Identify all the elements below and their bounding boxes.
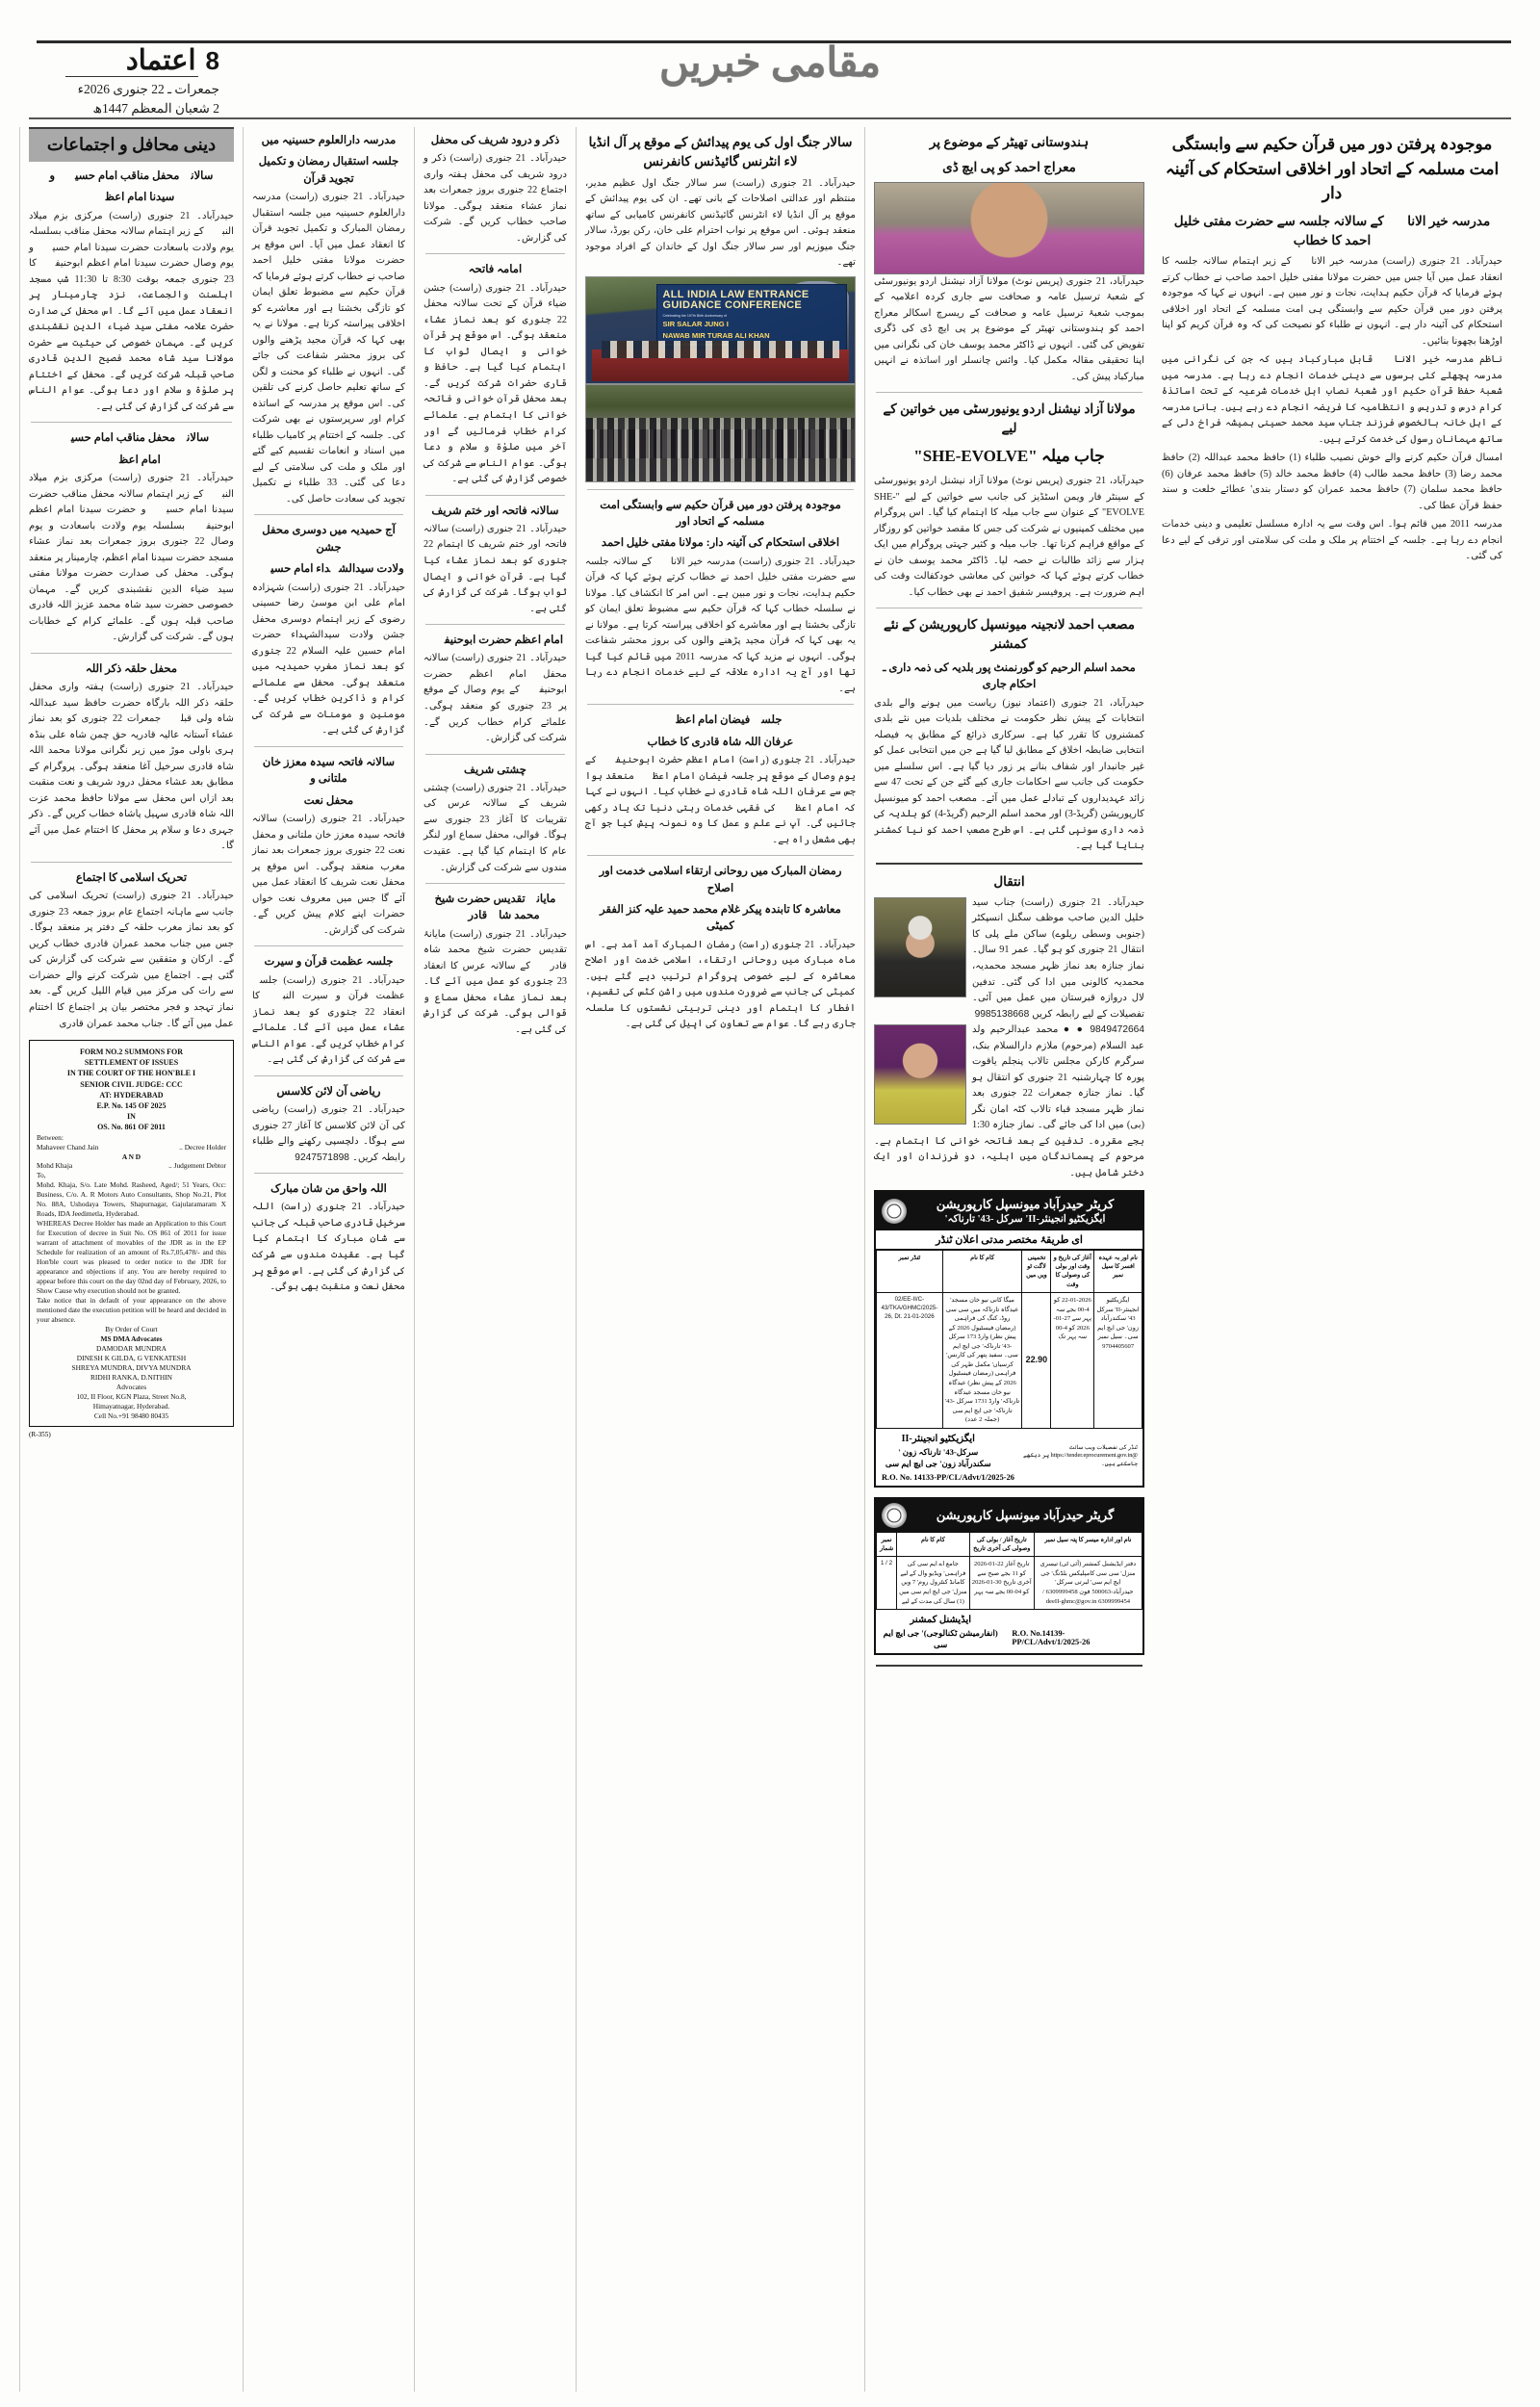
body-text: رمضان المبارک آمد آمد ہے۔ اس ماہ مبارک میں روحانی ارتقاء، اسلامی خدمت اور اصلاح معاشرہ کے لیے خصوصی پروگرام ترتیب دیے گئے ہیں۔ کمیٹی کی جانب سے ضرورت مندوں میں راشن کٹس کی تقسیم، افطار کا اہتمام اور دینی تربیتی نشستوں کا سلسلہ جاری رہے گا۔ عوام سے تعاون کی اپیل کی گئی ہے۔ — [585, 939, 856, 1030]
headline: سالانہ محفل مناقب امام حسینؓ و — [49, 169, 214, 182]
divider — [254, 1173, 403, 1174]
divider — [31, 653, 232, 654]
article-imam-azam — [424, 632, 567, 746]
legal-address: Mohd. Khaja, S/o. Late Mohd. Rasheed, Aged/; 51 Years, Occ: Business, C/o. A. R Motors Auto Consultants, Shop No.21, Plot No. 88A, Ushodaya Towers, Shapurnagar, Gajularamaram X Roads, IDA Jeedimetla, Hyderabad. — [37, 1180, 226, 1219]
td-dates: 22-01-2026 کو 4-00 بجے سہ پہر سے 27-01-2026 کو 4-00 سہ پہر تک — [1051, 1293, 1094, 1429]
body — [252, 581, 405, 739]
dateline: حیدرآباد۔ 21 جنوری (راست) — [1021, 896, 1144, 908]
legal-case-ep: E.P. No. 145 OF 2025 — [96, 1100, 167, 1110]
legal-between-label: Between: — [37, 1132, 64, 1142]
legal-default-note: Take notice that in default of your appearance on the above mentioned date the execution petition will be heard and decided in your absence. — [37, 1296, 226, 1325]
legal-office-2: Himayatnagar, Hyderabad. — [92, 1402, 170, 1411]
td-work: میگا کانی نیو خان مسجد' عیدگاہ تارناکہ میں سی سی روڈ، کنگ کی فراہمی (رمضان فیسٹیول 2026 کے پیش نظر) وارڈ 173 سرکل -43' تارناکہ' جی ایچ ایم سی۔ سفید پتھر کی کارنس' کرسیاں' مکمل طہر کی فراہمی (رمضان فیسٹیول 2026 کے پیش نظر) عیدگاہ نیو خان مسجد عیدگاہ تارناکہ' وارڈ 1731 سرکل -43' تارناکہ' جی ایچ ایم سی (جملہ 2 عدد) — [942, 1293, 1022, 1429]
headline: تحریک اسلامی کا اجتماع — [75, 871, 188, 884]
td-officer: ایگزیکٹیو انجینئر-II' سرکل 43' سکندرآباد زون' جی ایچ ایم سی۔ سیل نمبر 9704405607 — [1094, 1293, 1142, 1429]
body-text: شہزادہ امام علی ابن موسیٰ رضا حسینی رضوی کے زیر اہتمام دوسری محفل جشن ولادت سیدالشہداء حضرت امام حسین علیہ السلام 22 جنوری کو بعد نماز مغرب حمیدیہ میں منعقد ہوگی۔ محفل سے علمائے کرام و ذاکرین خطاب کریں گے۔ مومنین و مومنات سے شرکت کی گزارش کی گئی ہے۔ — [252, 582, 405, 737]
headline: سالانہ محفل مناقب امام حسینؓ — [53, 431, 210, 445]
article-khatm-shareef — [424, 503, 567, 617]
ad-org-line-1: کریٹر حیدرآباد میونسپل کارپوریشن — [936, 1197, 1115, 1212]
body-text: سالانہ فاتحہ اور ختم شریف کا اہتمام 22 جنوری کو بعد نماز عشاء کیا گیا ہے۔ قرآن خوانی و ایصال ثواب ہوگا۔ شرکت کی گزارش کی گئی ہے۔ — [424, 523, 567, 614]
banner-line-3: SIR SALAR JUNG I — [662, 320, 729, 329]
obituary-name-2: محمد عبدالرحیم ولد عبد السلام (مرحوم) — [972, 1024, 1145, 1051]
obituary-item-2 — [874, 1022, 1144, 1181]
stage-dais — [592, 349, 850, 381]
obituary-item-1 — [874, 895, 1144, 1022]
ad-sign-1: ایڈیشنل کمشنر — [910, 1615, 972, 1626]
article-she-evolve — [874, 400, 1144, 601]
table-header-row — [877, 1250, 1142, 1292]
article-halqa-zikrullah — [29, 660, 234, 855]
article-jalsa-azmat-quran — [252, 953, 405, 1068]
article-annual-mahfil-1 — [29, 168, 234, 415]
dateline: حیدرآباد۔ 21 جنوری (راست) — [739, 556, 857, 567]
body — [585, 753, 856, 848]
legal-notice-summons — [29, 1040, 234, 1427]
legal-header-l5: AT: HYDERABAD — [99, 1090, 164, 1100]
headline: مدرسہ دارالعلوم حسینیہ میں — [261, 134, 397, 146]
body-text: سر سالار جنگ اول عظیم مدیر، منتظم اور عدالتی اصلاحات کے بانی تھے۔ ان کی یوم پیدائش کے موقع پر آل انڈیا لاء انٹرنس گائیڈنس کانفرنس کامیابی کے ساتھ منعقد ہوئی۔ اس موقع پر نواب احترام علی خان، رکن بورڈ، سالار جنگ میوزیم اور سر سالار جنگ اول کے خاندان کے افراد موجود تھے۔ — [585, 177, 856, 269]
body-text: چشتی شریف کے سالانہ عرس کی تقریبات کا آغاز 23 جنوری سے ہوگا۔ قوالی، محفل سماع اور لنگر عام کا اہتمام کیا گیا ہے۔ عقیدت مندوں سے شرکت کی گزارش۔ — [424, 782, 567, 873]
th-work: کام کا نام — [942, 1250, 1022, 1292]
headline-2: محفل نعت — [303, 793, 354, 807]
th-dates: آغاز کی تاریخ و وقت اور بولی کی وصولی کا وقت — [1051, 1250, 1094, 1292]
divider — [876, 863, 1142, 865]
td-no: 1 / 2 — [877, 1557, 897, 1610]
legal-advocates-label: Advocates — [116, 1383, 147, 1392]
column-photo-feature — [576, 127, 864, 2392]
lead-para-1 — [1162, 254, 1502, 349]
dateline: حیدرآباد، 21 جنوری (اعتماد نیوز) — [1002, 697, 1145, 709]
article-mufti-khalil-center — [585, 497, 856, 698]
brand-name: اعتماد — [125, 45, 196, 76]
article-shan-mubarak — [252, 1180, 405, 1295]
dateline: حیدرآباد، 21 جنوری (پریس نوٹ) — [1012, 476, 1145, 487]
headline: ریاضی آن لائن کلاسس — [276, 1084, 381, 1098]
body — [424, 927, 567, 1039]
legal-advocate-4: RIDHI RANKA, D.NITHIN — [90, 1373, 172, 1383]
column-five — [864, 127, 1153, 2392]
ad-web-note: ٹنڈر کی تفصیلات ویب سائٹ @https://tender.eprocurement.gov.in پر دیکھے جاسکتے ہیں۔ — [1023, 1443, 1138, 1468]
legal-case-os: OS. No. 861 OF 2011 — [97, 1123, 166, 1132]
body — [424, 281, 567, 488]
divider — [587, 489, 854, 490]
audience-photo — [585, 384, 856, 482]
column-two — [243, 127, 414, 2392]
headline: مولانا آزاد نیشنل اردو یونیورسٹی میں خواتین کے لیے — [883, 401, 1136, 436]
ad-sign-2: سرکل-43' تارناکہ زون ' سکندرآباد زون' جی ایچ ایم سی — [885, 1446, 991, 1468]
body-text: مایانۂ تقدیس حضرت شیخ محمد شاہ قادریؒ کے سالانہ عرس کا انعقاد 23 جنوری کو عمل میں آئے گا۔ بعد نماز عشاء محفل سماع و قوالی ہوگی۔ شرکت کی گزارش کی گئی ہے۔ — [424, 928, 567, 1035]
divider — [587, 704, 854, 705]
dateline: حیدرآباد۔ 21 جنوری (راست) مدرسہ خیر الانامؐ کے زیر اہتمام سالانہ جلسہ کا انعقاد عمل میں آیا — [1162, 256, 1503, 283]
headline-2: معراج احمد کو پی ایچ ڈی — [942, 160, 1076, 175]
divider — [254, 746, 403, 747]
ad-signature — [881, 1433, 995, 1469]
body — [29, 680, 234, 855]
legal-advocate-3: SHREYA MUNDRA, DIVYA MUNDRA — [71, 1363, 192, 1373]
article-meraj-ahmed-phd — [874, 133, 1144, 385]
legal-header-l3: IN THE COURT OF THE HON'BLE I — [66, 1069, 196, 1078]
headline-2: معاشرہ کا تابندہ پیکر غلام محمد حمید علیہ کنز الفقر کمیٹی — [600, 903, 841, 933]
dateline: حیدرآباد۔ 21 جنوری (راست) — [732, 177, 856, 189]
dateline: حیدرآباد۔ 21 جنوری (راست) — [283, 974, 406, 986]
ad-ro-number: R.O. No.14139-PP/CL/Advt/1/2025-26 — [1012, 1629, 1091, 1647]
dateline: حیدرآباد۔ 21 جنوری (راست) — [449, 153, 567, 165]
meraj-ahmed-portrait — [874, 182, 1144, 274]
headline: سالانہ فاتحہ سیدہ معزز خان ملتانی و — [262, 755, 396, 786]
salar-jung-lead — [585, 176, 856, 272]
divider — [425, 253, 565, 254]
body — [874, 696, 1144, 855]
article-annual-mahfil-2 — [29, 429, 234, 645]
divider — [254, 945, 403, 946]
divider — [31, 862, 232, 863]
tender-table-1 — [876, 1250, 1142, 1429]
body-text: مولانا آزاد نیشنل اردو یونیورسٹی کے سینٹر فار ویمن اسٹڈیز کی جانب سے خواتین کے لیے "SHE-EVOLVE" کے عنوان سے جاب میلہ کا اہتمام کیا گیا۔ اس پروگرام میں مختلف کمپنیوں نے شرکت کی جس کا مقصد خواتین کو روزگار کے مواقع فراہم کرنا تھا۔ جاب میلہ و کثیر جہتی پروگرام میں ایک ہزار سے زائد طالبات نے حصہ لیا۔ ڈاکٹر محمد یوسف خان نے خطاب کرتے ہوئے کہا کہ خواتین کی معاشی خودکفالت وقت کی اہم ضرورت ہے۔ پروفیسر شفیق احمد نے بھی خطاب کیا۔ — [874, 476, 1144, 598]
body — [874, 474, 1144, 601]
body — [874, 274, 1144, 386]
lead-text-1: جس میں حضرت مولانا مفتی خلیل احمد صاحب نے خطاب کرتے ہوئے فرمایا کہ قرآن حکیم ہدایت، نجات و نور مبین ہے۔ انہوں نے کہا کہ موجودہ پرفتن دور میں قرآن حکیم سے وابستگی ہی امت مسلمہ کے اتحاد اور اخلاقی استحکام کی آئینہ دار ہے۔ انہوں نے طلباء کو نصیحت کی کہ وہ قرآن کریم کو اپنا اوڑھنا بچھونا بنائیں۔ — [1162, 272, 1502, 347]
ad-org-line-1: گریٹر حیدرآباد میونسپل کارپوریشن — [936, 1507, 1115, 1522]
th-no: نمبر شمار — [877, 1532, 897, 1557]
tender-ad-ghmc-2 — [874, 1497, 1144, 1655]
article-imama-fatiha — [424, 261, 567, 487]
contact-phone: 9247571898 — [295, 1152, 349, 1163]
legal-office-1: 102, II Floor, KGN Plaza, Street No.8, — [76, 1392, 187, 1402]
article-fatiha-multani — [252, 754, 405, 939]
column-three — [414, 127, 576, 2392]
dateline: حیدرآباد۔ 21 جنوری (راست) — [113, 891, 235, 902]
headline: جلسہ عظمت قرآن و سیرت — [264, 955, 394, 969]
article-darululoom-husainia — [252, 132, 405, 507]
body-text: ذکر و درود شریف کی محفل ہفتہ واری اجتماع 22 جنوری بروز جمعرات بعد نماز عشاء منعقد ہوگی۔ مولانا صاحب خطاب کریں گے۔ شرکت کی گزارش۔ — [424, 153, 567, 244]
td-tender-no: 02/EE-II/C-43/TKA/GHMC/2025-26, Dt. 21-01-2026 — [877, 1293, 943, 1429]
dateline: حیدرآباد۔ 21 جنوری (راست) — [452, 782, 568, 793]
th-dates: تاریخ آغاز / بولی کی وصولی کی آخری تاریخ — [969, 1532, 1034, 1557]
conference-photo — [585, 276, 856, 384]
body — [424, 151, 567, 246]
headline: آج حمیدیہ میں دوسری محفل جشن — [262, 524, 396, 554]
article-municipal-commissioners — [874, 615, 1144, 854]
table-header-row — [877, 1532, 1142, 1557]
legal-header-l2: SETTLEMENT OF ISSUES — [84, 1058, 179, 1068]
body-text: تحریک اسلامی کی جانب سے ماہانہ اجتماع عام بروز جمعہ 23 جنوری کو بعد نماز مغرب حلقہ کے دفتر پر منعقد ہوگا۔ جس میں جناب محمد عمران قادری خطاب کریں گے۔ ارکان و متفقین سے شرکت کی گزارش کی گئی ہے۔ اجتماع میں شرکت کرنے والے حضرات سے رات کی مرکز میں قیام اللیل کریں گے۔ بعد نماز تہجد و فجر مختصر بیان پر اجتماع کا اختتام عمل میں آئے گا۔ جناب محمد عمران قادری — [29, 891, 234, 1029]
legal-body: WHEREAS Decree Holder has made an Application to this Court for Execution of decree in Suit No. OS 861 of 2011 for issue warrant of attachment of movables of the JDR as in the EP Schedule for realization of an amount of Rs.7,05,478/- and this Hon'ble court was pleased to order notice to the JDR for appearance and objections if any. You are hereby required to appear before this court on the day 02nd day of February, 2026, to Show Cause why execution should not be granted. — [37, 1219, 226, 1296]
dateline: حیدرآباد۔ 21 جنوری (راست) — [449, 282, 567, 294]
lead-headline: موجودہ پرفتن دور میں قرآن حکیم سے وابستگی امت مسلمہ کے اتحاد اور اخلاقی استحکام کی آئینہ دار — [1165, 135, 1500, 202]
headline: موجودہ پرفتن دور میں قرآن حکیم سے وابستگی امت مسلمہ کے اتحاد اور — [600, 498, 841, 528]
bottom-rule — [876, 1665, 1142, 1667]
headline: ہندوستانی تھیٹر کے موضوع پر — [929, 135, 1090, 149]
ghmc-seal-icon — [882, 1199, 907, 1224]
obituary-title: انتقال — [993, 873, 1025, 889]
lead-para-4: مدرسہ 2011 میں قائم ہوا۔ اس وقت سے یہ ادارہ مسلسل تعلیمی و دینی خدمات انجام دے رہا ہے۔ جلسہ کے اختتام پر ملک و ملت کی سلامتی اور ترقی کے لیے دعا کی گئی۔ — [1162, 519, 1502, 562]
date-gregorian: جمعرات ـ 22 جنوری 2026ء — [77, 82, 219, 97]
body-text: مرکزی بزم میلاد النبیؐ کے زیر اہتمام سالانہ محفل مناقب حضرت سیدنا امام حسینؓ و حضرت سیدنا امام اعظم ابوحنیفہؒ بسلسلہ یوم ولادت باسعادت و یوم وصال 22 جنوری بروز جمعرات بعد نماز عشاء مسجد حضرت سیدنا امام اعظم، چارمینار پر منعقد ہوگی۔ محفل کی صدارت حضرت مولانا مفتی سید ضیاء الدین نقشبندی کریں گے۔ مہمان خصوصی حضرت سید شاہ محمد عزیز اللہ قادری صاحب قبلہ ہوں گے۔ علمائے کرام کے خطابات ہوں گے۔ شرکت کی گزارش۔ — [29, 473, 234, 643]
dateline: حیدرآباد۔ 21 جنوری (راست) — [451, 653, 568, 664]
body-text: مدرسہ خیر الانامؐ کے سالانہ جلسہ سے حضرت مفتی خلیل احمد نے خطاب کرتے ہوئے کہا کہ قرآن حکیم ہدایت، نجات و نور مبین ہے۔ اس امر کا انکشاف کیا۔ مولانا نے سلسلہ خطاب کہا کہ قرآن حکیم سے مضبوط تعلق ایمان کو تازگی بخشتا ہے اور معاشرے کو اخلاقی پیراستہ کرتا ہے۔ مولانا نے یہ بھی کہا کہ قرآن مجید پڑھنے والوں کی بروز محشر شفاعت ہوگی۔ انہوں نے مزید کہا کہ مدرسہ 2011 میں قائم کیا گیا تھا اور آج یہ ادارہ علاقہ کے لیے خدمات انجام دے رہا ہے۔ — [585, 556, 856, 694]
date-hijri: 2 شعبان المعظم 1447ھ — [92, 101, 219, 116]
body-text: مدرسہ دارالعلوم حسینیہ میں جلسہ استقبال رمضان المبارک و تکمیل تجوید قرآن کا انعقاد عمل میں آیا۔ اس موقع پر حضرت مولانا مفتی خلیل احمد صاحب نے خطاب کرتے ہوئے فرمایا کہ قرآن حکیم سے مضبوط تعلق ایمان کو تازگی بخشتا ہے اور معاشرے کو اخلاقی پیراستہ کرتا ہے۔ مولانا نے یہ بھی کہا کہ قرآن مجید پڑھنے والوں کی بروز محشر شفاعت کی جائے گی۔ انہوں نے طلباء کو محنت و لگن کے ساتھ تعلیم حاصل کرنے کی تلقین کی۔ اس موقع پر مدرسہ کے اساتذہ کرام اور سرپرستوں نے بھی شرکت کی۔ جلسہ کے اختتام پر کامیاب طلباء میں اسناد و انعامات تقسیم کیے گئے اور ملک و ملت کی سلامتی کے لیے دعا کی گئی۔ 33 طلباء نے تکمیل تجوید کی سعادت حاصل کی۔ — [252, 192, 405, 505]
body — [424, 651, 567, 746]
dateline: حیدرآباد۔ 21 جنوری (راست) — [110, 682, 234, 693]
headline: مایانۂ تقدیس حضرت شیخ محمد شاہ قادریؒ — [434, 893, 556, 922]
headline-2: عرفان اللہ شاہ قادری کا خطاب — [647, 735, 794, 748]
lead-subheadline: مدرسہ خیر الانامؐ کے سالانہ جلسہ سے حضرت مفتی خلیل احمد کا خطاب — [1173, 213, 1491, 247]
body-text: امام اعظم حضرت ابوحنیفہؒ کے یوم وصال کے موقع پر جلسہ فیضان امام اعظمؒ منعقد ہوا جس سے عرفان اللہ شاہ قادری نے خطاب کیا۔ انہوں نے کہا کہ امام اعظمؒ کی فقہی خدمات رہتی دنیا تک یاد رکھی جائیں گی۔ آپ نے علم و عمل کا وہ نمونہ پیش کیا جو آج بھی مشعل راہ ہے۔ — [585, 755, 856, 845]
masthead — [0, 0, 1540, 123]
dateline: حیدرآباد۔ 21 جنوری (راست) — [109, 210, 234, 221]
dateline: حیدرآباد۔ 21 جنوری (راست) — [109, 473, 234, 484]
banner-line-1b: GUIDANCE CONFERENCE — [662, 299, 802, 312]
dateline: حیدرآباد، 21 جنوری (پریس نوٹ) — [1012, 275, 1145, 287]
obituary-photo-2 — [874, 1024, 966, 1125]
body — [252, 1200, 405, 1295]
legal-party-1-row — [37, 1143, 226, 1152]
column-grid — [19, 127, 1521, 2392]
body — [585, 555, 856, 698]
ad-footer — [876, 1610, 1142, 1653]
th-tender-no: ٹنڈر نمبر — [877, 1250, 943, 1292]
legal-party-2-role: .. Judgement Debtor — [168, 1161, 226, 1171]
article-hamidiya-jashn — [252, 522, 405, 738]
divider — [425, 883, 565, 884]
ad-header-text — [913, 1196, 1137, 1227]
th-work: کام کا نام — [897, 1532, 970, 1557]
divider — [254, 1075, 403, 1076]
ad-footer — [876, 1429, 1142, 1472]
obituary-detail-1: موظف سگنل انسپکٹر (جنوبی وسطی ریلوے) ساکن ملے پلی کا انتقال 21 جنوری کو ہو گیا۔ عمر 91 سال۔ نماز جنازہ بعد نماز ظہر مسجد محمدیہ، محمدیہ کالونی میں ادا کی گئی۔ تدفین لال دروازہ قبرستان میں عمل میں آئی۔ تفصیلات کے لیے رابطہ کریں — [972, 913, 1144, 1020]
ad-sign-1: ایگزیکٹیو انجینئر-II — [901, 1433, 975, 1444]
obituary-phone-2: 9849472664 — [1090, 1024, 1144, 1036]
legal-party-2-row — [37, 1161, 226, 1171]
article-faizan-imam-azam — [585, 712, 856, 848]
legal-header-l4: SENIOR CIVIL JUDGE: CCC — [80, 1079, 183, 1089]
legal-party-1-role: .. Decree Holder — [179, 1142, 226, 1152]
banner-line-3b: NAWAB MIR TURAB ALI KHAN — [662, 331, 770, 341]
body — [424, 781, 567, 876]
body — [252, 973, 405, 1069]
divider — [425, 624, 565, 625]
divider — [254, 514, 403, 515]
ad-header-text — [913, 1507, 1137, 1524]
td-amount: 22.90 — [1022, 1293, 1051, 1429]
headline: اللہ واحق من شان مبارک — [270, 1182, 387, 1196]
article-zikr-durood — [424, 132, 567, 246]
obituary-bullet: ● ● — [1058, 1024, 1085, 1036]
td-officer: دفتر ایڈیشنل کمشنر (آئی ٹی) تیسری منزل' سی سی کامپلیکس بلڈنگ' جی ایچ ایم سی' لبرتی سرکل' حیدرآباد-500063 فون 6309999458 / 6309999454 deeII-ghmc@gov.in — [1034, 1557, 1142, 1610]
headline-2: ولادت سیدالشہداء امام حسینؓ — [253, 562, 404, 576]
banner-line-1: ALL INDIA LAW ENTRANCE — [662, 288, 809, 300]
headline: سالانہ فاتحہ اور ختم شریف — [431, 504, 559, 517]
ad-subhead: ای طریقۂ مختصر مدتی اعلان ٹنڈر — [876, 1230, 1142, 1250]
tender-table-2 — [876, 1532, 1142, 1610]
page-number: 8 — [205, 46, 219, 75]
dateline: حیدرآباد۔ 21 جنوری (راست) — [288, 582, 405, 593]
conference-photo-figure — [585, 276, 856, 482]
ad-signature — [881, 1614, 1000, 1650]
body-text: اللہ سرخیل قادری صاحب قبلہ کی جانب سے شان مبارک کا اہتمام کیا گیا ہے۔ عقیدت مندوں سے شرکت کی گزارش کی گئی ہے۔ اس موقع پر محفل نعت و منقبت بھی ہوگی۔ — [252, 1202, 405, 1293]
headline-2: اخلاقی استحکام کی آئینہ دار: مولانا مفتی خلیل احمد — [601, 536, 840, 550]
headline: محفل حلقہ ذکر اللہ — [85, 661, 178, 675]
legal-party-2-name: Mohd Khaja — [37, 1161, 73, 1171]
table-row — [877, 1557, 1142, 1610]
divider — [31, 422, 232, 423]
dateline: حیدرآباد۔ 21 جنوری (راست) — [739, 939, 857, 950]
obituary-name-1: جناب سید خلیل الدین صاحب — [972, 896, 1145, 924]
body — [424, 522, 567, 617]
body-text: مولانا آزاد نیشنل اردو یونیورسٹی کے شعبۂ ترسیل عامہ و صحافت سے جاری کردہ اعلامیہ کے بموجب شعبۂ ترسیل عامہ و صحافت کے ریسرچ اسکالر معراج احمد کو ہندوستانی تھیٹر کے موضوع پر پی ایچ ڈی کی ڈگری تفویض کی گئی۔ انہوں نے ڈاکٹر محمد یوسف خان کی نگرانی میں اپنا تحقیقی مقالہ مکمل کیا۔ وائس چانسلر اور اساتذہ نے انہیں مبارکباد پیش کی۔ — [874, 275, 1144, 382]
th-officer: نام اور ادارہ میسر کا پتہ سیل نمبر — [1034, 1532, 1142, 1557]
legal-header-l1: FORM NO.2 SUMMONS FOR — [79, 1048, 184, 1057]
td-dates: تاریخ آغاز 22-01-2026 کو 11 بجے صبح سے آخری تاریخ 30-01-2026 کو 04-00 بجے سہ پہر — [969, 1557, 1034, 1610]
headline-2: امام اعظمؒ — [102, 453, 161, 466]
lead-para-3: امسال قرآن حکیم کرنے والے خوش نصیب طلباء (1) حافظ محمد عبداللہ (2) حافظ محمد رضا (3) حافظ محمد طالب (4) حافظ محمد خالد (5) حافظ محمد عرفان (6) حافظ محمد سلمان (7) حافظ محمد عمران کو دستار بندی' عطائے خلعت و سند حفظ قرآن عطا کی۔ — [1162, 453, 1502, 511]
ghmc-seal-icon — [882, 1503, 907, 1528]
legal-party-1-name: Mahaveer Chand Jain — [37, 1142, 99, 1152]
article-tehreek-islami — [29, 869, 234, 1032]
legal-to-label: To, — [37, 1171, 46, 1180]
divider — [425, 495, 565, 496]
body — [252, 812, 405, 939]
body-text: ریاضی کی آن لائن کلاسس کا آغاز 27 جنوری سے ہوگا۔ دلچسپی رکھنے والے طلباء رابطہ کریں۔ — [252, 1103, 405, 1163]
obituary-detail-2: ملازم دارالسلام بنک، سرگرم کارکن مجلس تالاب پنجلم یاقوت پورہ کا چہارشنبہ 21 جنوری کو انتقال ہو گیا۔ نماز جنازہ جمعرات 22 جنوری بعد نماز ظہر مسجد قباء تالاب کٹہ امان نگر (بی) میں ادا کی جائے گی۔ نماز جنازہ 1:30 بجے مقررہ۔ تدفین کے بعد فاتحہ خوانی کا اہتمام ہے۔ مرحوم کے پسماندگان میں اہلیہ، دو فرزندان اور ایک دختر شامل ہیں۔ — [874, 1040, 1144, 1178]
legal-order-by: By Order of Court — [105, 1325, 158, 1334]
legal-firm: MS DMA Advocates — [100, 1334, 163, 1344]
tender-ad-ghmc-1 — [874, 1190, 1144, 1488]
body — [252, 1102, 405, 1166]
obituary-section — [874, 872, 1144, 1182]
article-math-online-classes — [252, 1083, 405, 1166]
article-ramzan-rohani-irtiqa — [585, 863, 856, 1033]
legal-and: A N D — [121, 1152, 141, 1161]
dateline: حیدرآباد۔ 21 جنوری (راست) — [449, 928, 568, 940]
body — [29, 889, 234, 1032]
headline: امام اعظم حضرت ابوحنیفہؒ — [426, 634, 564, 647]
ad-sign-2: (انفارمیشن ٹکنالوجی)' جی ایچ ایم سی — [883, 1628, 998, 1650]
th-officer: نام اور بہ عہدہ افسر کا سیل نمبر — [1094, 1250, 1142, 1292]
ad-org-line-2: ایگزیکٹیو انجینئر-II' سرکل -43' تارناکہ' — [944, 1213, 1106, 1225]
masthead-bottom-rule — [29, 117, 1511, 119]
headline-2: سیدنا امام اعظمؒ — [88, 191, 175, 204]
headline-2: محمد اسلم الرحیم کو گورنمنٹ پور بلدیہ کی ذمہ داری ـ احکام جاری — [883, 660, 1136, 691]
obituary-phone-1: 9985138668 — [974, 1008, 1030, 1020]
body — [252, 190, 405, 507]
body — [29, 471, 234, 646]
body-text: ہفتہ واری محفل حلقہ ذکر اللہ بارگاہ حضرت حافظ سید عبداللہ شاہ ولی قبلہؒ جمعرات 22 جنوری کو بعد نماز عشاء آستانہ عالیہ قادریہ حق چمن شاہ علی بنڈہ ہری باولی موڑ میں زیر نگرانی مولانا محمد اللہ شاہ قادری سرخیل آغا منعقد ہوگی۔ پروگرام کے مطابق بعد عشاء محفل درود شریف و نعت منقبت بعد ازاں اس محفل سے مولانا حافظ محمد عزت اللہ شاہ قادری سہیل پاشاہ خطاب کریں گے۔ ذکر جہری دعا و سلام پر محفل کا اختتام عمل میں آئے گا۔ — [29, 682, 234, 852]
body — [585, 938, 856, 1033]
legal-advocate-2: DINESH K GILDA, G VENKATESH — [76, 1354, 187, 1363]
headline: مصعب احمد لانجینہ میونسپل کارپوریشن کے نئے کمشنر — [883, 617, 1135, 652]
body — [29, 209, 234, 416]
headline: ذکر و درود شریف کی محفل — [430, 134, 560, 146]
dateline: حیدرآباد۔ 21 جنوری (راست) — [283, 813, 406, 824]
dateline: حیدرآباد۔ 21 جنوری (راست) — [451, 523, 568, 534]
legal-in: IN — [127, 1112, 136, 1122]
legal-advocate-1: DAMODAR MUNDRA — [96, 1344, 167, 1354]
dateline: حیدرآباد۔ 21 جنوری (راست) — [286, 192, 406, 203]
ad-header — [876, 1192, 1142, 1230]
headline-she-evolve: "SHE-EVOLVE" جاب میلہ — [913, 446, 1105, 465]
dateline: حیدرآباد۔ 21 جنوری (راست) — [739, 755, 857, 766]
dateline: حیدرآباد۔ 21 جنوری (راست) — [284, 1103, 406, 1115]
th-amount: تخمینی لاگت ٹو ویں میں — [1022, 1250, 1051, 1292]
headline: چشتی شریف — [464, 763, 526, 776]
lead-para-2: ناظم مدرسہ خیر الانامؐ قابل مبارکباد ہیں کہ جن کی نگرانی میں مدرسہ پچھلے کئی برسوں سے دینی خدمات انجام دے رہا ہے۔ مدرسہ میں شعبۂ حفظ قرآن حکیم اور شعبۂ نصاب اہل خدمات شرعیہ کے تحت اساتذۂ کرام درس و تدریس و انتظامیہ کا فریضہ انجام دے رہے ہیں۔ بانیٔ مدرسہ کے اہل خانہ بالخصوص فرزند جناب سید محمد حسینی ہمیشہ فراخ دلی کے ساتھ مہمانان رسول کی خدمت کرتے ہیں۔ — [1162, 354, 1502, 445]
ad-ro-number: R.O. No. 14133-PP/CL/Advt/1/2025-26 — [882, 1472, 1014, 1482]
body-text: سالانہ فاتحہ سیدہ معزز خان ملتانی و محفل نعت 22 جنوری بروز جمعرات بعد نماز مغرب منعقد ہوگی۔ اس موقع پر محفل نعت شریف کا انعقاد عمل میں آئے گا جس میں معروف نعت خواں حضرات اپنے کلام پیش کریں گے۔ شرکت کی گزارش۔ — [252, 813, 405, 936]
article-chishti-shareef — [424, 762, 567, 876]
obituary-photo-1 — [874, 897, 966, 997]
headline: امامہ فاتحہ — [468, 263, 523, 276]
body-text: جشن ضیاء قرآن کے تحت سالانہ محفل 22 جنوری کو بعد نماز عشاء منعقد ہوگی۔ اس موقع پر قرآن خوانی و ایصال ثواب کا اہتمام کیا گیا ہے۔ حافظ و قاری حضرات شرکت کریں گے۔ بعد محفل قرآن خوانی و فاتحہ خوانی کا اہتمام ہے۔ علمائے کرام خطاب فرمائیں گے اور آخر میں صلوٰۃ و سلام و دعا ہوگی۔ عوام الناس سے شرکت کی خصوصی گزارش کی گئی ہے۔ — [424, 282, 567, 485]
banner-line-2: Celebrating the 197th Birth Anniversary of — [662, 313, 728, 318]
column-lead-story — [1153, 127, 1511, 2392]
headline-salar-jung: سالار جنگ اول کی یوم پیدائش کے موقع پر آل انڈیا لاء انٹرنس گائیڈنس کانفرنس — [588, 135, 853, 169]
column-dini-mahafil — [19, 127, 243, 2392]
divider — [876, 392, 1142, 393]
lead-body — [1162, 254, 1502, 565]
body-text: ریاست میں ہونے والے بلدی انتخابات کے پیش نظر حکومت نے مختلف بلدیات میں نئے بلدی کمشنروں کا تقرر کیا ہے۔ سرکاری ذرائع کے مطابق یہ فیصلہ انتخابی ضابطہ اخلاق کے مطابق لیا گیا ہے جن میں انتخابی عمل کو غیر جانبدار اور شفاف بنانے پر زور دیا گیا ہے۔ اس سلسلے میں حکومت کی جانب سے احکامات جاری کیے گئے جن کے تحت 47 سے زائد عہدیداروں کے تبادلے عمل میں آئے۔ مصعب احمد کو میونسپل کارپوریشن (گریڈ-3) اور محمد اسلم الرحیم (گریڈ-4) کو بلدیہ کی ذمہ داری سونپی گئی ہے۔ اس طرح مصعب احمد کو نیا کمشنر بنایا گیا ہے۔ — [874, 697, 1145, 852]
ad-header — [876, 1499, 1142, 1532]
legal-cell: Cell No.+91 98480 80435 — [93, 1411, 169, 1421]
headline: جلسہ فیضان امام اعظمؒ — [658, 713, 783, 727]
divider — [425, 754, 565, 755]
article-shah-qadri-urs — [424, 891, 567, 1038]
body-text: مرکزی بزم میلاد النبیؐ کے زیر اہتمام سالانہ محفل مناقب بسلسلہ یوم ولادت باسعادت حضرت سیدنا امام حسینؓ و یوم وصال حضرت سیدنا امام اعظم ابوحنیفہؒ کا 23 جنوری جمعہ بوقت 8:30 تا 11:30 شب مسجد اہلسنت والجماعت، نزد چارمینار پر انعقاد عمل میں آئے گا۔ اس محفل کی صدارت حضرت علامہ مفتی سید ضیاء الدین نقشبندی کریں گے۔ مہمان خصوصی کی حیثیت سے حضرت مولانا سید شاہ محمد فصیح الدین قادری صاحب قبلہ شرکت کریں گے۔ محفل کے اختتام پر صلوٰۃ و سلام اور دعا ہوگی۔ عوام الناس سے شرکت کی گزارش کی گئی ہے۔ — [29, 210, 234, 412]
legal-ref-number: (R-355) — [29, 1431, 51, 1439]
body-text: جلسہ عظمت قرآن و سیرت النبیؐ کا انعقاد 22 جنوری کو بعد نماز عشاء عمل میں آئے گا۔ علمائے کرام خطاب کریں گے۔ عوام الناس سے شرکت کی گزارش کی گئی ہے۔ — [252, 974, 405, 1066]
table-row — [877, 1293, 1142, 1429]
section-title: مقامی خبریں — [658, 41, 881, 86]
divider — [587, 855, 854, 856]
dateline: حیدرآباد۔ 21 جنوری (راست) — [281, 1202, 406, 1213]
headline-2: جلسہ استقبال رمضان و تکمیل تجوید قرآن — [258, 155, 399, 185]
body-text: سالانہ محفل امام اعظم حضرت ابوحنیفہؒ کے یوم وصال کے موقع پر 23 جنوری کو منعقد ہوگی۔ علمائے کرام خطاب کریں گے۔ شرکت کی گزارش۔ — [424, 653, 567, 744]
headline: رمضان المبارک میں روحانی ارتقاء اسلامی خدمت اور اصلاح — [599, 865, 842, 894]
td-work: جامع اے ایم سی کی فراہمی' ویڈیو وال کے لیے کامانڈ کنٹرول روم' 7 ویں منزل' جی ایچ ایم سی میں (1) سال کی مدت کے لیے — [897, 1557, 970, 1610]
dini-mahafil-banner: دینی محافل و اجتماعات — [29, 127, 234, 162]
